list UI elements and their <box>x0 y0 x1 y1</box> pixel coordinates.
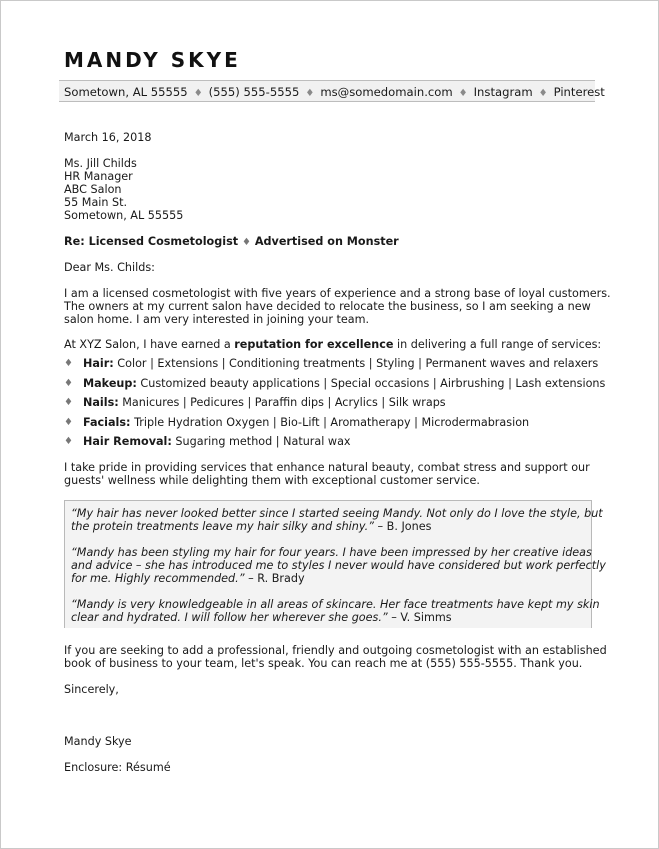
subject-prefix: Re: Licensed Cosmetologist <box>64 235 239 248</box>
closing-line: book of business to your team, let's speak. You can reach me at (555) 555-5555. Thank you. <box>64 657 583 670</box>
letter-date: March 16, 2018 <box>64 131 152 144</box>
testimonial-author: – V. Simms <box>387 611 452 624</box>
service-label: Facials: <box>83 415 131 429</box>
closing-line: If you are seeking to add a professional, friendly and outgoing cosmetologist with an established <box>64 644 607 657</box>
testimonial-line: “Mandy is very knowledgeable in all areas of skincare. Her face treatments have kept my skin <box>71 598 600 611</box>
subject-suffix: Advertised on Monster <box>254 235 399 248</box>
diamond-bullet-icon: ♦ <box>64 436 73 447</box>
services-list <box>64 357 605 455</box>
complimentary-close: Sincerely, <box>64 683 119 696</box>
diamond-bullet-icon: ♦ <box>64 358 73 369</box>
testimonial-line: and advice – she has introduced me to styles I never would have considered but work perfectly <box>71 559 606 572</box>
diamond-bullet-icon: ♦ <box>64 397 73 408</box>
list-item <box>64 435 605 455</box>
experience-text: in delivering a full range of services: <box>393 338 602 351</box>
signature-name: Mandy Skye <box>64 735 132 748</box>
service-text: Triple Hydration Oxygen | Bio-Lift | Aromatherapy | Microdermabrasion <box>130 415 530 429</box>
diamond-bullet-icon: ♦ <box>64 416 73 428</box>
experience-text: At XYZ Salon, I have earned a <box>64 338 235 351</box>
contact-address: Sometown, AL 55555 <box>64 85 188 99</box>
service-label: Hair: <box>83 357 114 370</box>
contact-phone: (555) 555-5555 <box>208 85 300 99</box>
intro-line: salon home. I am very interested in joining your team. <box>64 313 370 326</box>
recipient-city: Sometown, AL 55555 <box>64 209 184 222</box>
testimonial <box>71 507 603 533</box>
testimonial-line: for me. Highly recommended.” <box>71 572 245 585</box>
subject-line <box>64 235 399 249</box>
testimonial <box>71 598 600 624</box>
testimonial-line: clear and hydrated. I will follow her wherever she goes.” <box>71 611 388 624</box>
service-text: Color | Extensions | Conditioning treatments | Styling | Permanent waves and relaxers <box>113 357 599 370</box>
service-text: Sugaring method | Natural wax <box>171 435 351 448</box>
diamond-bullet-icon: ♦ <box>64 377 73 389</box>
experience-line <box>64 338 601 351</box>
testimonials-box <box>64 500 606 628</box>
recipient-street: 55 Main St. <box>64 196 128 209</box>
list-item <box>64 357 605 377</box>
intro-line: I am a licensed cosmetologist with five years of experience and a strong base of loyal customers. <box>64 287 611 300</box>
testimonial-line: the protein treatments leave my hair silky and shiny.” <box>71 520 374 533</box>
separator-icon: ♦ <box>458 88 468 99</box>
separator-icon: ♦ <box>193 88 203 99</box>
recipient-name: Ms. Jill Childs <box>64 157 137 170</box>
service-text: Manicures | Pedicures | Paraffin dips | Acrylics | Silk wraps <box>118 396 446 409</box>
service-label: Hair Removal: <box>83 435 172 448</box>
list-item <box>64 416 605 436</box>
service-text: Customized beauty applications | Special occasions | Airbrushing | Lash extensions <box>136 376 606 390</box>
pride-line: guests' wellness while delighting them with exceptional customer service. <box>64 474 480 487</box>
testimonial-author: – B. Jones <box>373 520 432 533</box>
contact-pinterest: Pinterest <box>553 85 605 99</box>
recipient-company: ABC Salon <box>64 183 122 196</box>
testimonial-line: “My hair has never looked better since I started seeing Mandy. Not only do I love the style, but <box>71 507 603 520</box>
contact-instagram: Instagram <box>473 85 533 99</box>
experience-emphasis: reputation for excellence <box>234 338 394 351</box>
service-label: Nails: <box>83 396 119 409</box>
enclosure-note: Enclosure: Résumé <box>64 761 171 774</box>
list-item <box>64 396 605 416</box>
service-label: Makeup: <box>83 376 137 390</box>
salutation: Dear Ms. Childs: <box>64 261 155 274</box>
recipient-title: HR Manager <box>64 170 133 183</box>
separator-icon: ♦ <box>241 237 251 248</box>
separator-icon: ♦ <box>305 88 315 99</box>
testimonial-line: “Mandy has been styling my hair for four years. I have been impressed by her creative ideas <box>71 546 592 559</box>
applicant-name: MANDY SKYE <box>64 48 241 72</box>
testimonial <box>71 546 606 585</box>
pride-line: I take pride in providing services that enhance natural beauty, combat stress and support our <box>64 461 590 474</box>
intro-line: The owners at my current salon have decided to relocate the business, so I am seeking a new <box>64 300 591 313</box>
contact-email: ms@somedomain.com <box>320 85 453 99</box>
separator-icon: ♦ <box>538 88 548 99</box>
contact-bar <box>59 80 605 102</box>
testimonial-author: – R. Brady <box>244 572 305 585</box>
list-item <box>64 377 605 397</box>
